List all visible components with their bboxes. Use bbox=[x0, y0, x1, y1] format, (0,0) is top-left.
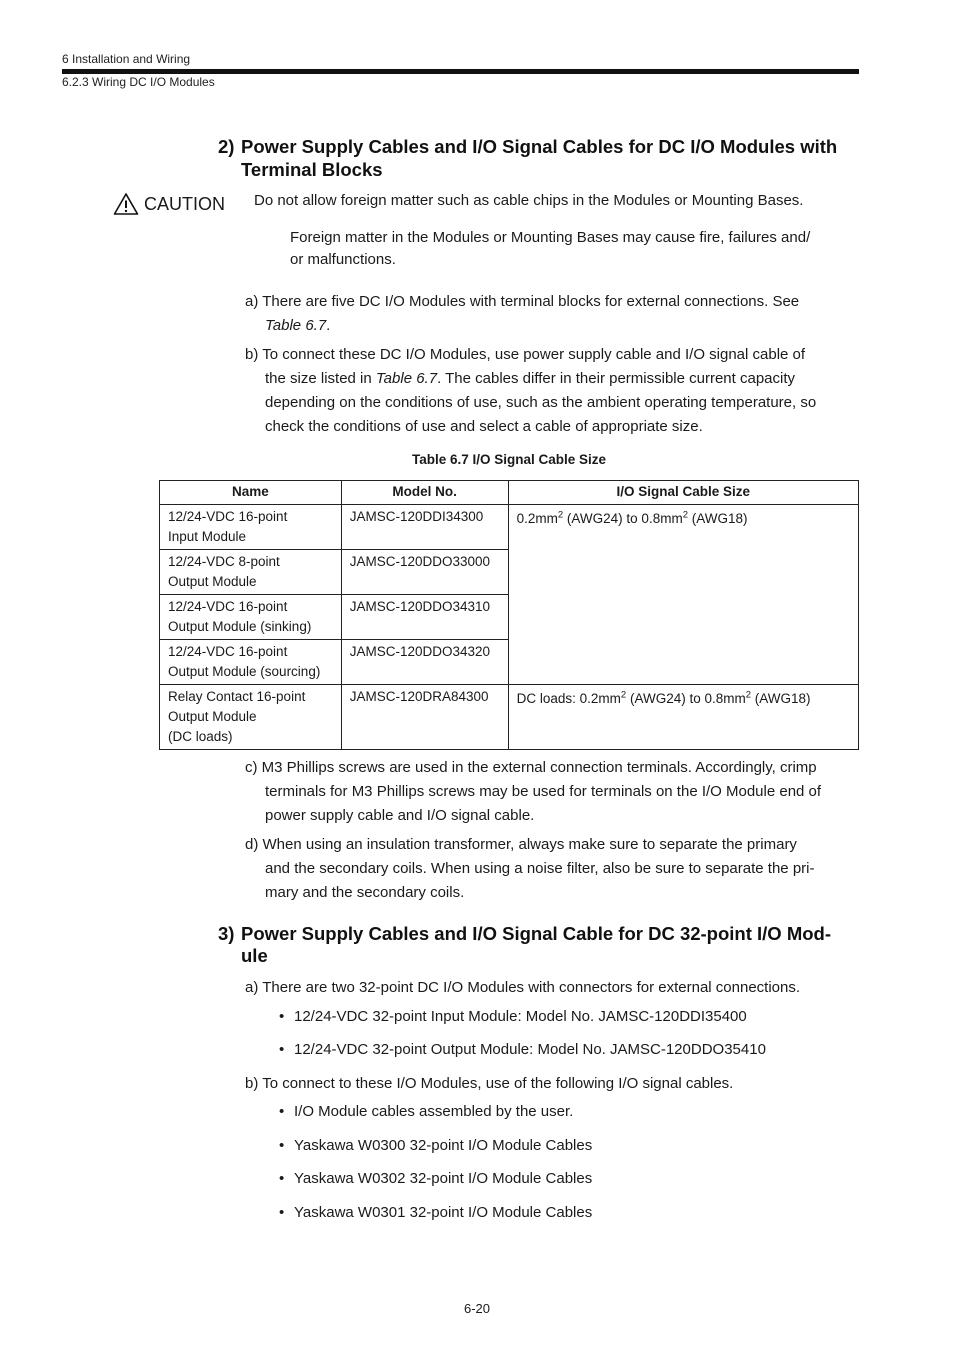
bullet-text: 12/24-VDC 32-point Input Module: Model No. JAMSC-120DDI35400 bbox=[294, 1008, 747, 1025]
caution-detail-line1: Foreign matter in the Modules or Mounting Bases may cause fire, failures and/ bbox=[290, 229, 811, 246]
s3-list-item-b bbox=[245, 1072, 860, 1096]
cell-name-line: 12/24-VDC 16-point bbox=[168, 509, 288, 524]
list-item bbox=[279, 1006, 747, 1028]
size-text: 0.2mm bbox=[516, 511, 558, 526]
list-item-a bbox=[245, 290, 860, 338]
item-b-line3: depending on the conditions of use, such as the ambient operating temperature, so bbox=[265, 394, 817, 411]
bullet-text: I/O Module cables assembled by the user. bbox=[294, 1103, 574, 1120]
item-c-line3: power supply cable and I/O signal cable. bbox=[265, 807, 535, 824]
item-d-label: d) bbox=[245, 836, 259, 853]
caution-detail bbox=[290, 227, 860, 271]
size-sup: 2 bbox=[682, 509, 688, 521]
section-3-number: 3) bbox=[218, 923, 235, 944]
size-sup: 2 bbox=[620, 689, 627, 701]
item-d-line1: When using an insulation transformer, always make sure to separate the primary bbox=[262, 836, 797, 853]
item-a-table-ref: Table 6.7 bbox=[265, 317, 327, 334]
table-cell-size-dc bbox=[508, 685, 858, 750]
cell-name-line: Output Module bbox=[168, 574, 257, 589]
list-item-b bbox=[245, 343, 860, 439]
table-cell-name bbox=[160, 595, 342, 640]
table-cell-name bbox=[160, 640, 342, 685]
s3-item-a-text: There are two 32-point DC I/O Modules with connectors for external connections. bbox=[262, 979, 801, 996]
section-2-number: 2) bbox=[218, 136, 235, 157]
s3-item-b-text: To connect to these I/O Modules, use of the following I/O signal cables. bbox=[262, 1075, 734, 1092]
item-b-line2-post: . The cables differ in their permissible current capacity bbox=[437, 370, 796, 387]
cell-name-line: 12/24-VDC 8-point bbox=[168, 554, 280, 569]
cell-name-line: Output Module (sourcing) bbox=[168, 664, 321, 679]
header-rule bbox=[62, 69, 859, 74]
cell-name-line: Output Module bbox=[168, 709, 257, 724]
table-cell-name bbox=[160, 550, 342, 595]
item-a-label: a) bbox=[245, 293, 259, 310]
s3-item-b-label: b) bbox=[245, 1075, 259, 1092]
size-sup: 2 bbox=[557, 509, 564, 521]
page-number: 6-20 bbox=[463, 1301, 491, 1316]
table-cell-name bbox=[160, 505, 342, 550]
table-row bbox=[160, 505, 859, 550]
table-header-model: Model No. bbox=[341, 481, 508, 505]
bullet-dot: • bbox=[279, 1041, 285, 1058]
size-text: DC loads: 0.2mm bbox=[516, 691, 621, 706]
table-cell-model: JAMSC-120DRA84300 bbox=[341, 685, 508, 750]
table-row bbox=[160, 685, 859, 750]
cable-size-table bbox=[159, 480, 859, 750]
running-header-chapter: 6 Installation and Wiring bbox=[62, 52, 191, 66]
section-3-title-line2: ule bbox=[241, 945, 268, 966]
list-item bbox=[279, 1135, 592, 1157]
s3-list-item-a bbox=[245, 976, 860, 1000]
table-header-row bbox=[160, 481, 859, 505]
section-3-title-line1: Power Supply Cables and I/O Signal Cable for DC 32-point I/O Mod- bbox=[241, 923, 832, 944]
table-cell-size-general bbox=[508, 505, 858, 685]
item-b-line4: check the conditions of use and select a cable of appropriate size. bbox=[265, 418, 703, 435]
size-text: (AWG24) to 0.8mm bbox=[626, 691, 746, 706]
item-d-line2: and the secondary coils. When using a noise filter, also be sure to separate the pri- bbox=[265, 860, 815, 877]
caution-label bbox=[113, 191, 225, 217]
table-cell-model: JAMSC-120DDI34300 bbox=[341, 505, 508, 550]
size-sup: 2 bbox=[745, 689, 752, 701]
section-3-heading bbox=[218, 923, 863, 967]
running-header-section: 6.2.3 Wiring DC I/O Modules bbox=[62, 75, 215, 89]
section-2-title-line1: Power Supply Cables and I/O Signal Cables for DC I/O Modules with bbox=[241, 136, 838, 157]
list-item-d bbox=[245, 833, 860, 905]
item-a-line1: There are five DC I/O Modules with terminal blocks for external connections. See bbox=[262, 293, 800, 310]
cell-name-line: Input Module bbox=[168, 529, 247, 544]
caution-detail-line2: or malfunctions. bbox=[290, 251, 396, 268]
table-cell-model: JAMSC-120DDO34320 bbox=[341, 640, 508, 685]
table-cell-model: JAMSC-120DDO33000 bbox=[341, 550, 508, 595]
section-2-title-line2: Terminal Blocks bbox=[241, 159, 383, 180]
bullet-text: Yaskawa W0300 32-point I/O Module Cables bbox=[294, 1137, 593, 1154]
table-cell-name bbox=[160, 685, 342, 750]
bullet-text: Yaskawa W0301 32-point I/O Module Cables bbox=[294, 1204, 593, 1221]
bullet-text: Yaskawa W0302 32-point I/O Module Cables bbox=[294, 1170, 593, 1187]
s3-item-a-label: a) bbox=[245, 979, 259, 996]
item-b-table-ref: Table 6.7 bbox=[375, 370, 438, 387]
cell-name-line: (DC loads) bbox=[168, 729, 233, 744]
item-b-line2-pre: the size listed in bbox=[265, 370, 376, 387]
cell-name-line: 12/24-VDC 16-point bbox=[168, 599, 288, 614]
item-c-label: c) bbox=[245, 759, 258, 776]
size-text: (AWG24) to 0.8mm bbox=[563, 511, 683, 526]
cell-name-line: Output Module (sinking) bbox=[168, 619, 312, 634]
table-cell-model: JAMSC-120DDO34310 bbox=[341, 595, 508, 640]
item-b-line1: To connect these DC I/O Modules, use power supply cable and I/O signal cable of bbox=[262, 346, 806, 363]
bullet-dot: • bbox=[279, 1170, 285, 1187]
bullet-dot: • bbox=[279, 1103, 285, 1120]
warning-triangle-icon bbox=[113, 192, 139, 216]
section-2-heading bbox=[218, 135, 863, 181]
list-item bbox=[279, 1168, 592, 1190]
item-d-line3: mary and the secondary coils. bbox=[265, 884, 465, 901]
list-item bbox=[279, 1101, 573, 1123]
size-text: (AWG18) bbox=[751, 691, 811, 706]
list-item bbox=[279, 1202, 592, 1224]
item-c-line1: M3 Phillips screws are used in the external connection terminals. Accordingly, crimp bbox=[261, 759, 817, 776]
table-header-name: Name bbox=[160, 481, 342, 505]
table-header-size: I/O Signal Cable Size bbox=[508, 481, 858, 505]
caution-statement: Do not allow foreign matter such as cable chips in the Modules or Mounting Bases. bbox=[254, 192, 804, 209]
bullet-text: 12/24-VDC 32-point Output Module: Model No. JAMSC-120DDO35410 bbox=[294, 1041, 766, 1058]
item-a-end: . bbox=[326, 317, 331, 334]
item-b-label: b) bbox=[245, 346, 259, 363]
size-text: (AWG18) bbox=[688, 511, 748, 526]
bullet-dot: • bbox=[279, 1204, 285, 1221]
cell-name-line: Relay Contact 16-point bbox=[168, 689, 306, 704]
item-c-line2: terminals for M3 Phillips screws may be used for terminals on the I/O Module end of bbox=[265, 783, 822, 800]
table-caption: Table 6.7 I/O Signal Cable Size bbox=[411, 452, 607, 467]
bullet-dot: • bbox=[279, 1008, 285, 1025]
list-item bbox=[279, 1039, 766, 1061]
caution-text: CAUTION bbox=[144, 194, 225, 214]
list-item-c bbox=[245, 756, 860, 828]
bullet-dot: • bbox=[279, 1137, 285, 1154]
cell-name-line: 12/24-VDC 16-point bbox=[168, 644, 288, 659]
